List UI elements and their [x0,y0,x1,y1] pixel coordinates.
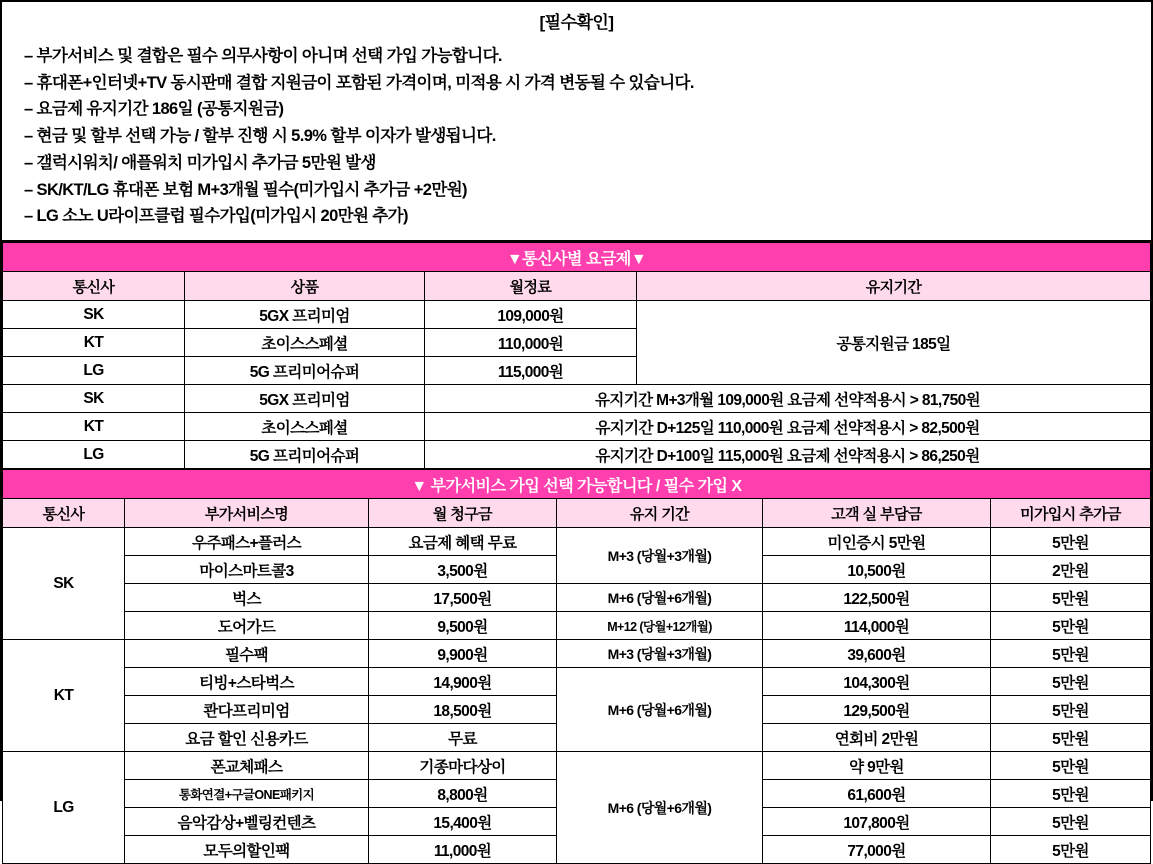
table-row [3,441,1151,469]
addon-name: 필수팩 [125,640,369,668]
addon-period: M+6 (당월+6개월) [557,752,763,864]
addon-header-carrier: 통신사 [3,499,125,528]
plan-band-label: ▼통신사별 요금제▼ [3,243,1151,272]
addon-name: 도어가드 [125,612,369,640]
addon-name: 마이스마트콜3 [125,556,369,584]
table-row [3,385,1151,413]
addon-name: 폰교체패스 [125,752,369,780]
addon-period: M+3 (당월+3개월) [557,640,763,668]
addon-extra: 5만원 [991,752,1151,780]
plan-header-fee: 월정료 [425,272,637,301]
addon-carrier: KT [3,640,125,752]
notice-section [2,2,1151,242]
plan-carrier: SK [3,301,185,329]
addon-period: M+3 (당월+3개월) [557,528,763,584]
addon-extra: 5만원 [991,528,1151,556]
addon-period: M+6 (당월+6개월) [557,668,763,752]
addon-band-row [3,470,1151,499]
addon-fee: 9,900원 [369,640,557,668]
addon-extra: 5만원 [991,724,1151,752]
plan-header-period: 유지기간 [637,272,1151,301]
notice-title: [필수확인] [539,13,614,32]
notice-item: – 부가서비스 및 결합은 필수 의무사항이 아니며 선택 가입 가능합니다. [24,47,502,65]
plan-fee: 109,000원 [425,301,637,329]
plan-carrier: LG [3,357,185,385]
plan-band-row [3,243,1151,272]
addon-period: M+6 (당월+6개월) [557,584,763,612]
addon-burden: 61,600원 [763,780,991,808]
plan-header-row [3,272,1151,301]
addon-header-period: 유지 기간 [557,499,763,528]
addon-table [2,469,1151,864]
addon-name: 우주패스+플러스 [125,528,369,556]
addon-fee: 11,000원 [369,836,557,864]
addon-name: 요금 할인 신용카드 [125,724,369,752]
addon-header-name: 부가서비스명 [125,499,369,528]
notice-item: – 갤럭시워치/ 애플워치 미가입시 추가금 5만원 발생 [24,153,376,172]
addon-fee: 14,900원 [369,668,557,696]
addon-burden: 77,000원 [763,836,991,864]
plan-note: 유지기간 D+125일 110,000원 요금제 선약적용시 > 82,500원 [425,413,1151,441]
addon-burden: 약 9만원 [763,752,991,780]
addon-name: 모두의할인팩 [125,836,369,864]
addon-burden: 114,000원 [763,612,991,640]
addon-fee: 17,500원 [369,584,557,612]
addon-extra: 5만원 [991,836,1151,864]
addon-fee: 8,800원 [369,780,557,808]
addon-extra: 5만원 [991,612,1151,640]
plan-product: 5GX 프리미엄 [185,385,425,413]
plan-fee: 110,000원 [425,329,637,357]
addon-name: 통화연결+구글ONE패키지 [125,780,369,808]
plan-header-carrier: 통신사 [3,272,185,301]
addon-burden: 10,500원 [763,556,991,584]
addon-carrier: SK [3,528,125,640]
addon-name: 티빙+스타벅스 [125,668,369,696]
notice-item: – SK/KT/LG 휴대폰 보험 M+3개월 필수(미가입시 추가금 +2만원) [24,180,467,199]
addon-extra: 5만원 [991,640,1151,668]
addon-header-extra: 미가입시 추가금 [991,499,1151,528]
plan-product: 5G 프리미어슈퍼 [185,357,425,385]
notice-list [2,43,1151,230]
plan-carrier: KT [3,329,185,357]
addon-fee: 무료 [369,724,557,752]
addon-fee: 3,500원 [369,556,557,584]
addon-burden: 연회비 2만원 [763,724,991,752]
addon-fee: 기종마다상이 [369,752,557,780]
addon-extra: 2만원 [991,556,1151,584]
plan-carrier: LG [3,441,185,469]
table-row [3,640,1151,668]
plan-fee: 115,000원 [425,357,637,385]
notice-item: – 현금 및 할부 선택 가능 / 할부 진행 시 5.9% 할부 이자가 발생됩니다. [24,127,496,146]
table-row [3,668,1151,696]
plan-carrier: SK [3,385,185,413]
addon-fee: 18,500원 [369,696,557,724]
plan-note: 유지기간 D+100일 115,000원 요금제 선약적용시 > 86,250원 [425,441,1151,469]
plan-header-product: 상품 [185,272,425,301]
addon-band-label: ▼ 부가서비스 가입 선택 가능합니다 / 필수 가입 X [3,470,1151,499]
addon-header-burden: 고객 실 부담금 [763,499,991,528]
table-row [3,752,1151,780]
notice-item: – 요금제 유지기간 186일 (공통지원금) [24,100,284,119]
addon-carrier: LG [3,752,125,864]
plan-product: 5GX 프리미엄 [185,301,425,329]
addon-extra: 5만원 [991,696,1151,724]
addon-extra: 5만원 [991,584,1151,612]
addon-period: M+12 (당월+12개월) [557,612,763,640]
addon-burden: 122,500원 [763,584,991,612]
addon-burden: 107,800원 [763,808,991,836]
addon-header-fee: 월 청구금 [369,499,557,528]
plan-product: 5G 프리미어슈퍼 [185,441,425,469]
addon-extra: 5만원 [991,808,1151,836]
plan-note: 유지기간 M+3개월 109,000원 요금제 선약적용시 > 81,750원 [425,385,1151,413]
addon-header-row [3,499,1151,528]
addon-burden: 미인증시 5만원 [763,528,991,556]
addon-burden: 39,600원 [763,640,991,668]
notice-item: – LG 소노 U라이프클럽 필수가입(미가입시 20만원 추가) [24,207,408,226]
notice-item: – 휴대폰+인터넷+TV 동시판매 결합 지원금이 포함된 가격이며, 미적용 시 가격 변동될 수 있습니다. [24,73,694,92]
plan-carrier: KT [3,413,185,441]
plan-product: 초이스스페셜 [185,329,425,357]
addon-extra: 5만원 [991,780,1151,808]
table-row [3,528,1151,556]
table-row [3,301,1151,329]
addon-name: 음악감상+벨링컨텐츠 [125,808,369,836]
addon-name: 벅스 [125,584,369,612]
plan-merged-period: 공통지원금 185일 [637,301,1151,385]
plan-product: 초이스스페셜 [185,413,425,441]
addon-fee: 15,400원 [369,808,557,836]
table-row [3,413,1151,441]
table-row [3,612,1151,640]
addon-fee: 요금제 혜택 무료 [369,528,557,556]
addon-burden: 129,500원 [763,696,991,724]
table-row [3,584,1151,612]
addon-fee: 9,500원 [369,612,557,640]
addon-burden: 104,300원 [763,668,991,696]
addon-extra: 5만원 [991,668,1151,696]
plan-table [2,242,1151,469]
addon-name: 콴다프리미엄 [125,696,369,724]
